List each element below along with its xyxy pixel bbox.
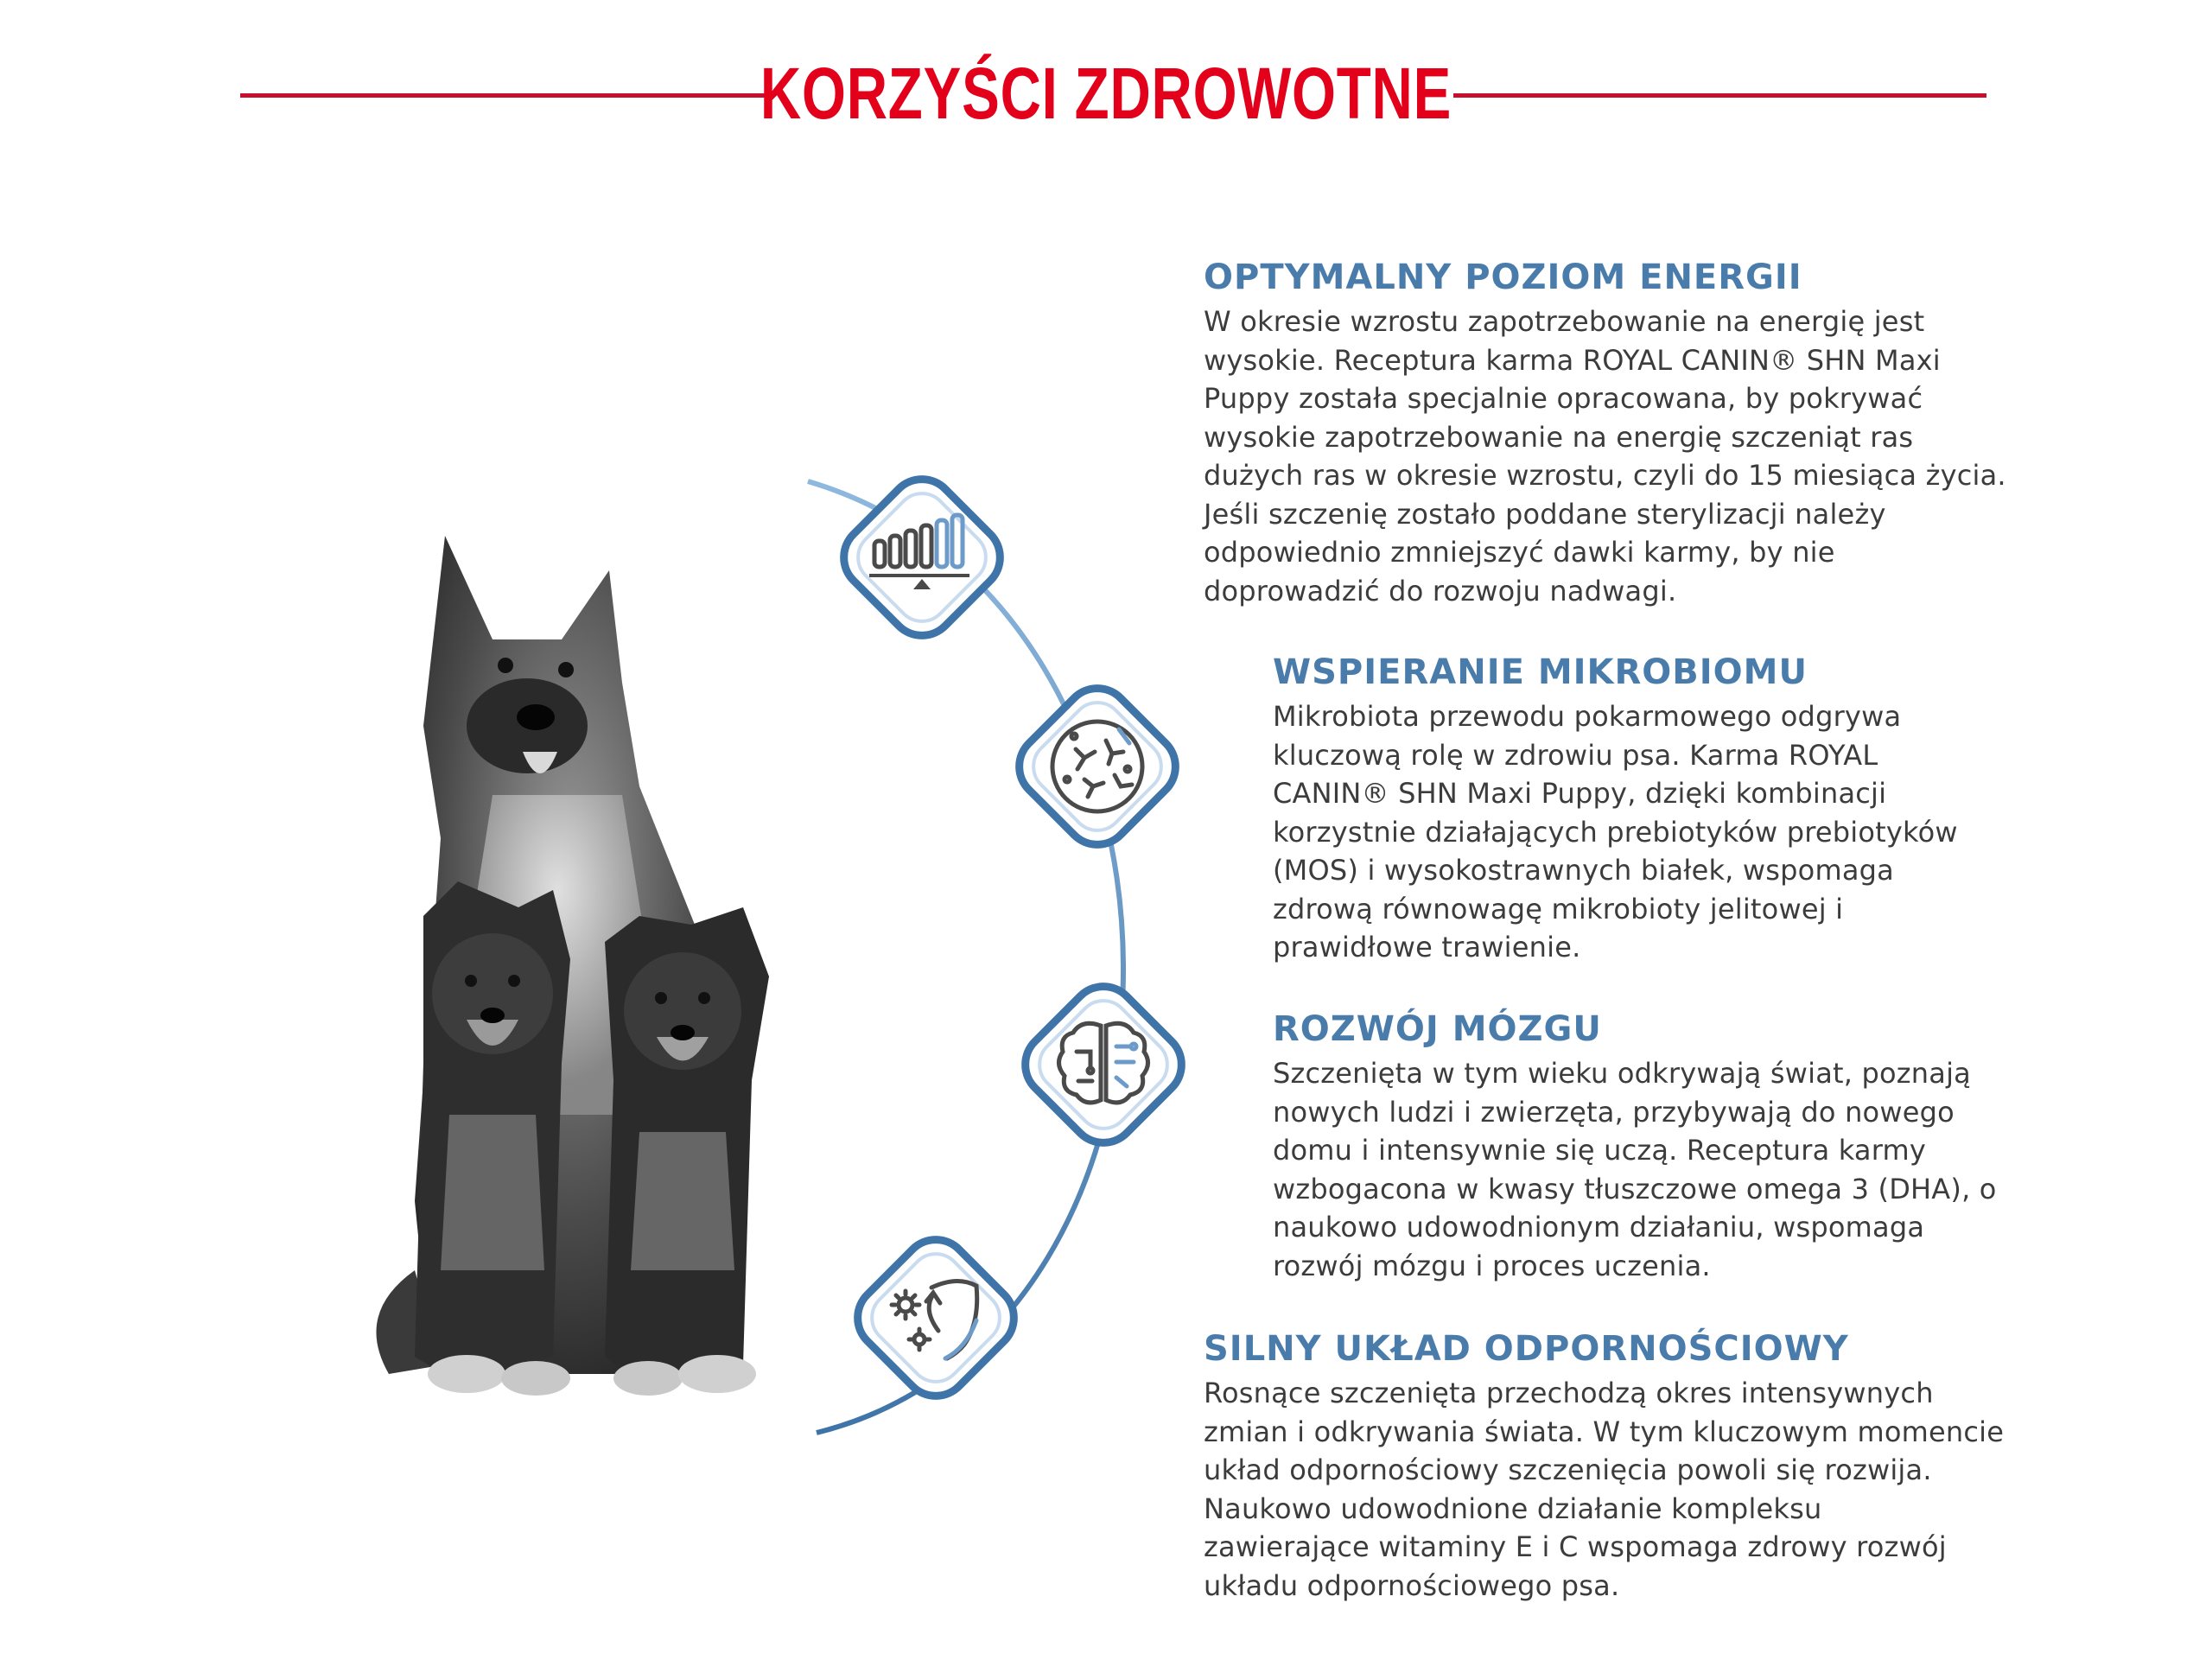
brain-icon bbox=[1004, 965, 1203, 1164]
section-text: W okresie wzrostu zapotrzebowanie na energię jest wysokie. Receptura karma ROYAL CANIN® SHN Maxi Puppy została specjalnie opracowana, by pokrywać wysokie zapotrzebowanie na energię szczeniąt ras dużych ras w okresie wzrostu, czyli do 15 miesiąca życia. Jeśli szczenię zostało poddane sterylizacji należy odpowiednio zmniejszyć dawki karmy, by nie doprowadzić do rozwoju nadwagi. bbox=[1204, 305, 2006, 607]
section-brain bbox=[1273, 1009, 1997, 1285]
immune-shield-icon bbox=[836, 1218, 1035, 1417]
section-text: Szczenięta w tym wieku odkrywają świat, poznają nowych ludzi i zwierzęta, przybywają do nowego domu i intensywnie się uczą. Receptura karmy wzbogacona w kwasy tłuszczowe omega 3 (DHA), o naukowo udowodnionym działaniu, wspomaga rozwój mózgu i proces uczenia. bbox=[1273, 1057, 1997, 1282]
energy-scale-icon bbox=[823, 458, 1021, 657]
section-text: Rosnące szczenięta przechodzą okres intensywnych zmian i odkrywania świata. W tym kluczowym momencie układ odpornościowy szczenięcia powoli się rozwija. Naukowo udowodnione działanie kompleksu zawierające witaminy E i C wspomaga zdrowy rozwój układu odpornościowego psa. bbox=[1204, 1377, 2005, 1602]
section-title: SILNY UKŁAD ODPORNOŚCIOWY bbox=[1204, 1329, 1849, 1369]
dogs-illustration bbox=[363, 510, 830, 1460]
section-title: WSPIERANIE MIKROBIOMU bbox=[1273, 652, 1808, 692]
page-title: KORZYŚCI ZDROWOTNE bbox=[760, 53, 1452, 134]
section-title: ROZWÓJ MÓZGU bbox=[1273, 1009, 1602, 1049]
section-energy bbox=[1204, 258, 2006, 610]
section-title: OPTYMALNY POZIOM ENERGII bbox=[1204, 258, 1802, 297]
microbiome-icon bbox=[998, 667, 1197, 866]
section-text: Mikrobiota przewodu pokarmowego odgrywa kluczową rolę w zdrowiu psa. Karma ROYAL CANIN® SHN Maxi Puppy, dzięki kombinacji korzystnie działających prebiotyków prebiotyków (MOS) i wysokostrawnych białek, wspomaga zdrową równowagę mikrobioty jelitowej i prawidłowe trawienie. bbox=[1273, 700, 1958, 964]
section-microbiome bbox=[1273, 652, 1958, 967]
section-immune bbox=[1204, 1329, 2004, 1605]
